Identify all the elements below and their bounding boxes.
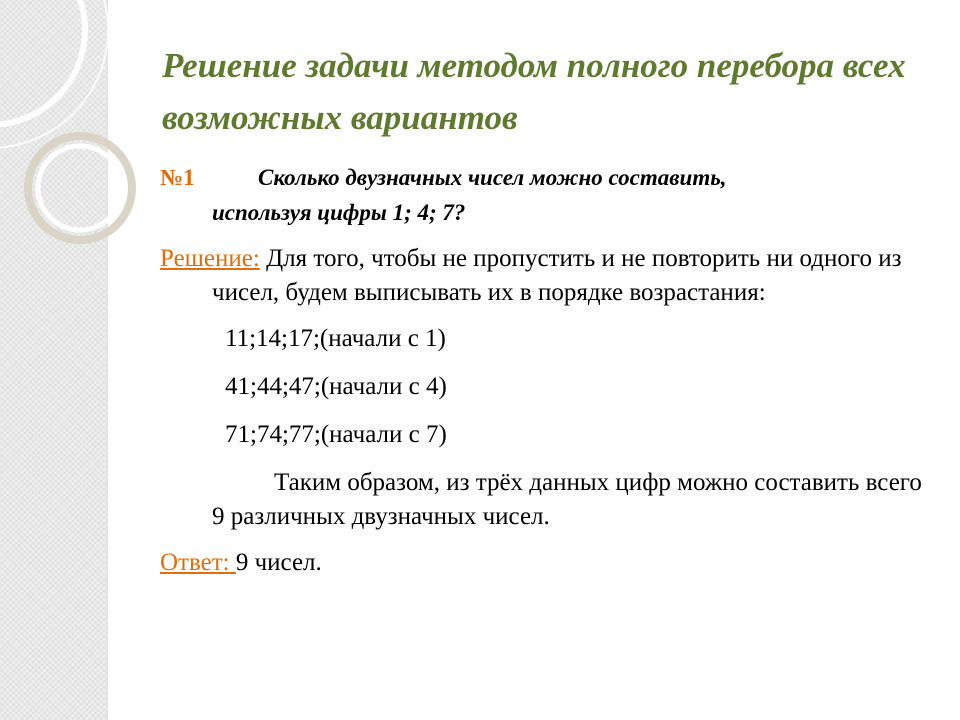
sequence-line-2: 41;44;47;(начали с 4) xyxy=(225,373,447,400)
answer-paragraph xyxy=(160,546,940,580)
answer-label: Ответ: xyxy=(160,549,236,576)
problem-number: №1 xyxy=(160,165,195,190)
problem-text-line2: используя цифры 1; 4; 7? xyxy=(212,200,466,225)
solution-label: Решение: xyxy=(160,245,260,272)
slide-body xyxy=(160,160,940,580)
slide-title: Решение задачи методом полного перебора всех возможных вариантов xyxy=(162,46,906,137)
sequence-line-1: 11;14;17;(начали с 1) xyxy=(225,325,446,352)
problem-text-line1: Сколько двузначных чисел можно составить, xyxy=(258,165,727,190)
solution-paragraph xyxy=(160,242,940,310)
conclusion-paragraph xyxy=(160,466,940,534)
sequence-line-3: 71;74;77;(начали с 7) xyxy=(225,421,447,448)
decorative-rings-ornament xyxy=(0,0,160,260)
conclusion-text: Таким образом, из трёх данных цифр можно составить всего 9 различных двузначных чисел. xyxy=(212,469,922,530)
problem-statement xyxy=(160,160,940,230)
answer-text: 9 чисел. xyxy=(235,549,322,576)
solution-text: Для того, чтобы не пропустить и не повторить ни одного из чисел, будем выписывать их в порядке возрастания: xyxy=(212,245,902,306)
